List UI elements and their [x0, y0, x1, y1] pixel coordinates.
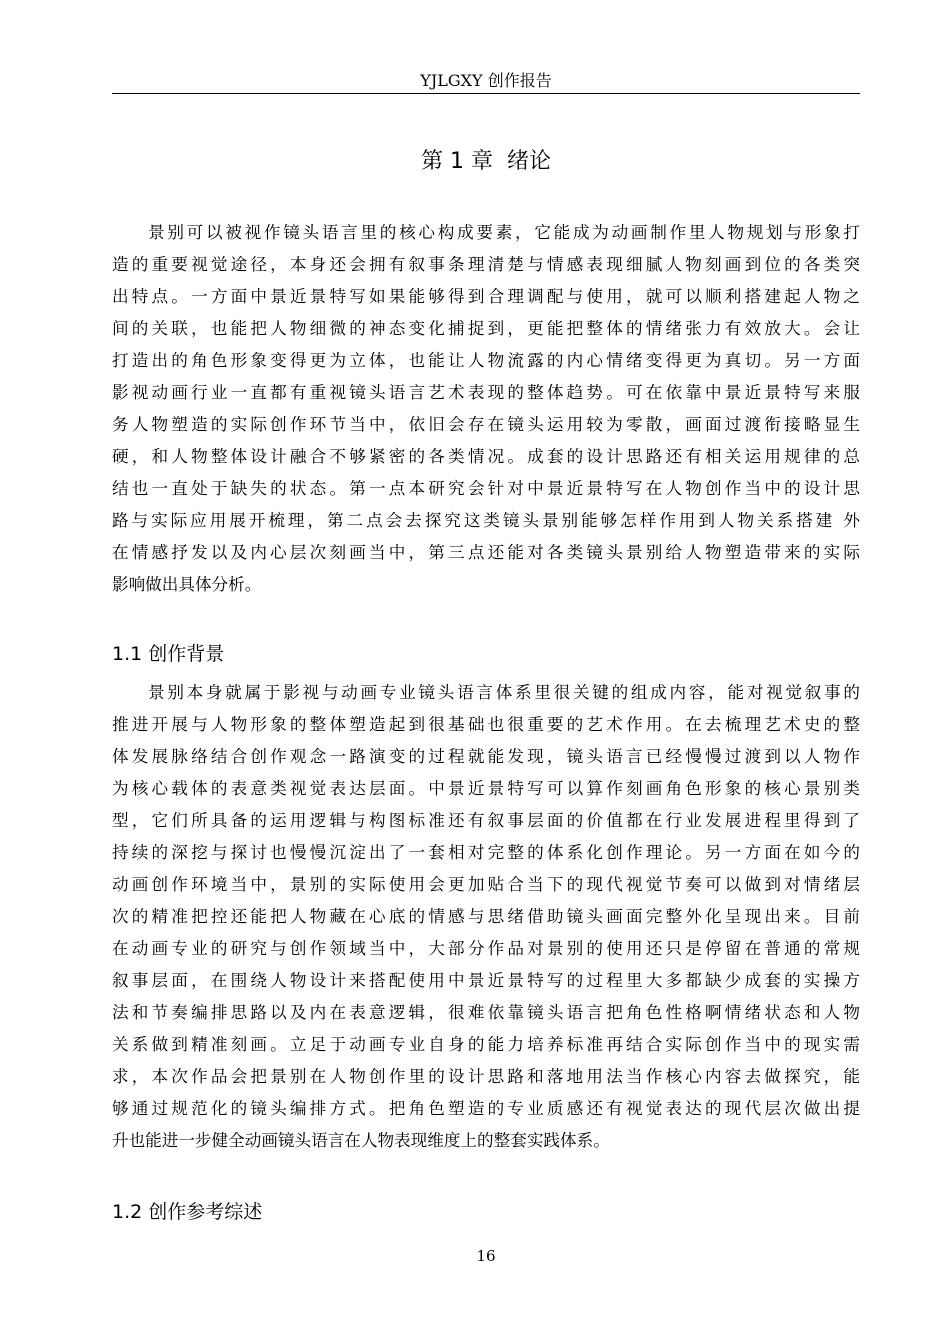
section-1-1-paragraph: [112, 677, 860, 1157]
paragraph-line: 结也一直处于缺失的状态。第一点本研究会针对中景近景特写在人物创作当中的设计思: [112, 479, 860, 498]
paragraph-line: 求，本次作品会把景别在人物创作里的设计思路和落地用法当作核心内容去做探究，能: [112, 1067, 860, 1086]
paragraph-line: 出特点。一方面中景近景特写如果能够得到合理调配与使用，就可以顺利搭建起人物之: [112, 287, 860, 306]
chapter-title: 第 1 章 绪论: [421, 149, 551, 174]
paragraph-line: 为核心载体的表意类视觉表达层面。中景近景特写可以算作刻画角色形象的核心景别类: [112, 779, 860, 798]
paragraph-line: 硬，和人物整体设计融合不够紧密的各类情况。成套的设计思路还有相关运用规律的总: [112, 447, 860, 466]
paragraph-line: 动画创作环境当中，景别的实际使用会更加贴合当下的现代视觉节奏可以做到对情绪层: [112, 875, 860, 894]
paragraph-line: 打造出的角色形象变得更为立体，也能让人物流露的内心情绪变得更为真切。另一方面: [112, 351, 860, 370]
paragraph-line: 法和节奏编排思路以及内在表意逻辑，很难依靠镜头语言把角色性格啊情绪状态和人物: [112, 1003, 860, 1022]
paragraph-line: 务人物塑造的实际创作环节当中，依旧会存在镜头运用较为零散，画面过渡衔接略显生: [112, 415, 860, 434]
paragraph-line: 次的精准把控还能把人物藏在心底的情感与思绪借助镜头画面完整外化呈现出来。目前: [112, 907, 860, 926]
paragraph-line: 路与实际应用展开梳理，第二点会去探究这类镜头景别能够怎样作用到人物关系搭建 外: [112, 511, 860, 530]
paragraph-line: 持续的深挖与探讨也慢慢沉淀出了一套相对完整的体系化创作理论。另一方面在如今的: [112, 843, 860, 862]
paragraph-line: 关系做到精准刻画。立足于动画专业自身的能力培养标准再结合实际创作当中的现实需: [112, 1035, 860, 1054]
paragraph-line: 在情感抒发以及内心层次刻画当中，第三点还能对各类镜头景别给人物塑造带来的实际: [112, 543, 860, 562]
paragraph-line: 景别可以被视作镜头语言里的核心构成要素，它能成为动画制作里人物规划与形象打: [148, 223, 860, 242]
paragraph-line: 型，它们所具备的运用逻辑与构图标准还有叙事层面的价值都在行业发展进程里得到了: [112, 811, 860, 830]
paragraph-line: 升也能进一步健全动画镜头语言在人物表现维度上的整套实践体系。: [112, 1131, 610, 1150]
paragraph-line: 体发展脉络结合创作观念一路演变的过程就能发现，镜头语言已经慢慢过渡到以人物作: [112, 747, 860, 766]
paragraph-line: 推进开展与人物形象的整体塑造起到很基础也很重要的艺术作用。在去梳理艺术史的整: [112, 715, 860, 734]
paragraph-line: 影响做出具体分析。: [112, 575, 262, 594]
paragraph-line: 景别本身就属于影视与动画专业镜头语言体系里很关键的组成内容，能对视觉叙事的: [148, 683, 860, 702]
paragraph-line: 间的关联，也能把人物细微的神态变化捕捉到，更能把整体的情绪张力有效放大。会让: [112, 319, 860, 338]
section-heading-1-2: 1.2 创作参考综述: [112, 1201, 263, 1223]
section-heading-1-1: 1.1 创作背景: [112, 643, 225, 665]
paragraph-line: 影视动画行业一直都有重视镜头语言艺术表现的整体趋势。可在依靠中景近景特写来服: [112, 383, 860, 402]
header-rule: [112, 93, 860, 94]
page-number: 16: [476, 1247, 496, 1265]
paragraph-line: 够通过规范化的镜头编排方式。把角色塑造的专业质感还有视觉表达的现代层次做出提: [112, 1099, 860, 1118]
paragraph-line: 叙事层面，在围绕人物设计来搭配使用中景近景特写的过程里大多都缺少成套的实操方: [112, 971, 860, 990]
intro-paragraph: [112, 217, 860, 601]
running-header: YJLGXY 创作报告: [420, 71, 552, 90]
paragraph-line: 在动画专业的研究与创作领域当中，大部分作品对景别的使用还只是停留在普通的常规: [112, 939, 860, 958]
paragraph-line: 造的重要视觉途径，本身还会拥有叙事条理清楚与情感表现细腻人物刻画到位的各类突: [112, 255, 860, 274]
